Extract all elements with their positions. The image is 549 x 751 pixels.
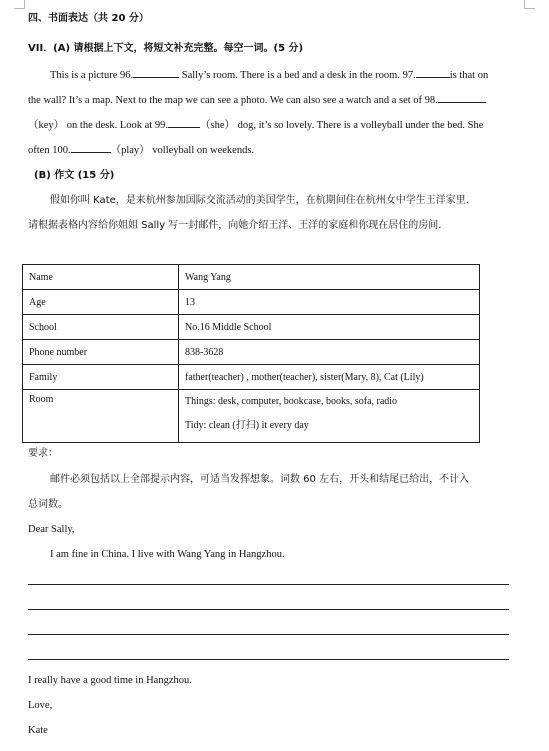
table-row: [23, 265, 480, 290]
room-tidy-text: Tidy: clean (打扫) it every day: [185, 420, 309, 431]
answer-blank-97[interactable]: [416, 67, 450, 78]
table-value-cell: Wang Yang: [179, 265, 480, 290]
passage-text: （play） volleyball on weekends.: [110, 145, 255, 156]
letter-signature: Kate: [28, 725, 48, 736]
passage-text: （key） on the desk. Look at 99.: [28, 120, 168, 131]
writing-line[interactable]: [28, 634, 509, 635]
answer-blank-98[interactable]: [438, 92, 486, 103]
requirements-line-2: 总词数。: [28, 499, 68, 510]
answer-blank-99[interactable]: [168, 117, 200, 128]
passage-line-2: [28, 92, 519, 108]
table-row: [23, 390, 480, 443]
table-key-cell: Room: [23, 390, 179, 443]
table-row: [23, 340, 480, 365]
passage-text: is that on: [449, 70, 489, 81]
passage-text: This is a picture 96.: [50, 70, 134, 81]
requirements-label: 要求：: [28, 448, 58, 459]
passage-text: the wall? It’s a map. Next to the map we can see a photo. We can also see a watch and a set of 98.: [28, 95, 438, 106]
writing-line[interactable]: [28, 659, 509, 660]
requirements-line-1: 邮件必须包括以上全部提示内容，可适当发挥想象。词数 60 左右，开头和结尾已给出，不计入: [50, 474, 470, 485]
table-key-cell: Name: [23, 265, 179, 290]
page-corner-mark-left: [14, 0, 25, 9]
passage-text: （she） dog, it’s so lovely. There is a volleyball under the bed. She: [199, 120, 484, 131]
table-value-cell: [179, 390, 480, 443]
part-b-title: (B) 作文 (15 分): [34, 170, 115, 181]
table-value-cell: 13: [179, 290, 480, 315]
room-things-text: Things: desk, computer, bookcase, books, sofa, radio: [185, 396, 398, 407]
writing-line[interactable]: [28, 584, 509, 585]
writing-prompt-line-2: 请根据表格内容给你姐姐 Sally 写一封邮件，向她介绍王洋、王洋的家庭和你现在居住的房间．: [28, 220, 449, 231]
part-a-title: VII．(A) 请根据上下文，将短文补充完整。每空一词。(5 分): [28, 43, 304, 54]
passage-line-3: [28, 117, 519, 133]
letter-closing: I really have a good time in Hangzhou.: [28, 675, 192, 686]
table-key-cell: Age: [23, 290, 179, 315]
answer-blank-100[interactable]: [71, 142, 111, 153]
letter-greeting: Dear Sally,: [28, 524, 75, 535]
letter-opening: I am fine in China. I live with Wang Yang in Hangzhou.: [50, 549, 285, 560]
passage-line-4: [28, 142, 519, 158]
letter-signoff: Love,: [28, 700, 53, 711]
writing-prompt-line-1: 假如你叫 Kate，是来杭州参加国际交流活动的美国学生，在杭期间住在杭州女中学生王洋家里．: [50, 195, 476, 206]
table-row: [23, 315, 480, 340]
table-value-cell: father(teacher) , mother(teacher), sister(Mary, 8), Cat (Lily): [179, 365, 480, 390]
passage-line-1: [50, 67, 519, 83]
table-key-cell: Phone number: [23, 340, 179, 365]
passage-text: often 100.: [28, 145, 71, 156]
table-key-cell: School: [23, 315, 179, 340]
page-corner-mark-right: [524, 0, 535, 9]
table-value-cell: No.16 Middle School: [179, 315, 480, 340]
table-row: [23, 365, 480, 390]
table-row: [23, 290, 480, 315]
answer-blank-96[interactable]: [133, 67, 179, 78]
writing-line[interactable]: [28, 609, 509, 610]
table-key-cell: Family: [23, 365, 179, 390]
section-title: 四、书面表达（共 20 分）: [28, 13, 149, 24]
passage-text: Sally’s room. There is a bed and a desk in the room. 97.: [179, 70, 416, 81]
table-value-cell: 838-3628: [179, 340, 480, 365]
info-table: [22, 264, 480, 443]
